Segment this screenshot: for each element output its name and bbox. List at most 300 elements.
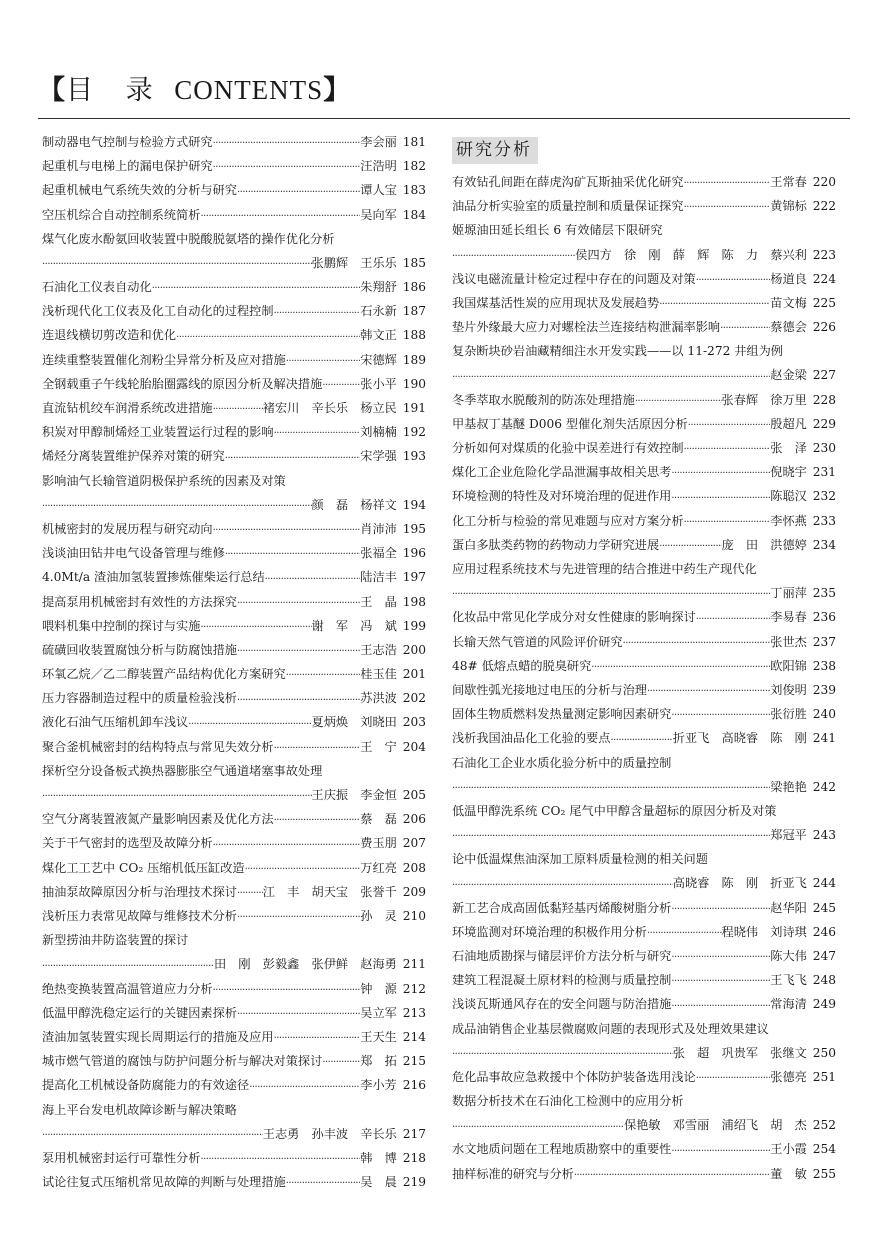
dot-leader (720, 319, 770, 339)
entry-page: 198 (402, 594, 426, 609)
dot-leader (245, 860, 361, 880)
entry-title: 我国煤基活性炭的应用现状及发展趋势 (452, 295, 660, 310)
entry-page: 188 (402, 328, 426, 343)
entry-byline (770, 364, 836, 388)
toc-entry[interactable] (452, 315, 836, 339)
dot-leader (265, 570, 361, 590)
toc-entry[interactable] (452, 388, 836, 412)
toc-entry[interactable] (42, 711, 426, 735)
toc-entry[interactable] (42, 1001, 426, 1025)
toc-entry[interactable] (42, 928, 426, 976)
entry-authors: 苗文梅 (770, 295, 807, 310)
entry-title: 压力容器制造过程中的质量检验浅析 (42, 691, 237, 706)
entry-title: 数据分析技术在石油化工检测中的应用分析 (452, 1094, 684, 1109)
dot-leader (452, 247, 575, 267)
entry-byline (360, 1073, 426, 1097)
toc-entry[interactable] (42, 203, 426, 227)
dot-leader (213, 400, 263, 420)
entry-page: 181 (402, 134, 426, 149)
entry-authors: 王飞飞 (770, 973, 807, 988)
entry-leader-line (452, 1041, 836, 1065)
toc-entry[interactable] (42, 444, 426, 468)
entry-page: 250 (812, 1045, 836, 1060)
entry-page: 246 (812, 924, 836, 939)
dot-leader (671, 972, 770, 992)
right-column (452, 130, 836, 1186)
entry-byline (770, 775, 836, 799)
dot-leader (213, 521, 361, 541)
entry-title: 间歇性弧光接地过电压的分析与治理 (452, 682, 647, 697)
entry-byline (360, 590, 426, 614)
toc-entry[interactable] (42, 880, 426, 904)
entry-byline (360, 1025, 426, 1049)
toc-entry[interactable] (42, 662, 426, 686)
entry-authors: 谭人宝 (360, 183, 397, 198)
entry-byline (360, 444, 426, 468)
entry-title: 关于干气密封的选型及故障分析 (42, 836, 213, 851)
entry-title: 煤气化废水酚氨回收装置中脱酸脱氨塔的操作优化分析 (42, 231, 335, 246)
entry-title: 油品分析实验室的质量控制和质量保证探究 (452, 199, 684, 214)
entry-authors: 刘楠楠 (360, 425, 397, 440)
toc-entry[interactable] (42, 178, 426, 202)
dot-leader (452, 585, 770, 605)
dot-leader (237, 594, 360, 614)
dot-leader (591, 658, 770, 678)
entry-title: 提高泵用机械密封有效性的方法探究 (42, 594, 237, 609)
dot-leader (322, 376, 360, 396)
entry-byline (673, 1041, 836, 1065)
toc-entry[interactable] (452, 992, 836, 1016)
entry-byline (360, 517, 426, 541)
dot-leader (671, 997, 770, 1017)
dot-leader (213, 981, 361, 1001)
toc-entry[interactable] (452, 605, 836, 629)
entry-title: 应用过程系统技术与先进管理的结合推进中药生产现代化 (452, 562, 757, 576)
entry-title: 48# 低熔点蜡的脱臭研究 (452, 658, 592, 673)
entry-title: 浅议电磁流量计检定过程中存在的问题及对策 (452, 271, 696, 286)
entry-page: 254 (812, 1142, 836, 1157)
bracket-open: 【 (38, 75, 66, 106)
entry-title: 浅谈瓦斯通风存在的安全问题与防治措施 (452, 997, 672, 1012)
entry-byline (770, 823, 836, 847)
entry-byline (360, 1001, 426, 1025)
entry-page: 248 (812, 973, 836, 988)
toc-entry[interactable] (42, 977, 426, 1001)
entry-byline (770, 1138, 836, 1162)
toc-entry[interactable] (42, 372, 426, 396)
toc-entry[interactable] (42, 275, 426, 299)
entry-authors: 汪浩明 (360, 159, 397, 174)
toc-entry[interactable] (452, 678, 836, 702)
dot-leader (659, 295, 770, 315)
entry-authors: 张世杰 (770, 634, 807, 649)
dot-leader (684, 198, 771, 218)
entry-authors: 王庆振 李金恒 (311, 788, 397, 803)
entry-authors: 庞 田 洪德婷 (721, 537, 807, 552)
entry-page: 230 (812, 441, 836, 456)
entry-authors: 江 丰 胡天宝 张誉千 (262, 884, 397, 899)
entry-byline (673, 871, 836, 895)
entry-page: 244 (812, 876, 836, 891)
toc-entry[interactable] (42, 807, 426, 831)
entry-title: 液化石油气压缩机卸车浅议 (42, 715, 189, 730)
toc-entry[interactable] (452, 557, 836, 605)
entry-authors: 谢 军 冯 斌 (311, 618, 397, 633)
entry-byline (360, 299, 426, 323)
entry-authors: 欧阳锦 (770, 658, 807, 673)
entry-byline (360, 1146, 426, 1170)
toc-entry[interactable] (452, 896, 836, 920)
entry-title: 煤化工企业危险化学品泄漏事故相关思考 (452, 465, 672, 480)
entry-page: 242 (812, 779, 836, 794)
entry-byline (360, 348, 426, 372)
entry-authors: 董 敏 (770, 1166, 807, 1181)
entry-authors: 费玉朋 (360, 836, 397, 851)
toc-entry[interactable] (42, 348, 426, 372)
toc-entry[interactable] (452, 1138, 836, 1162)
toc-entry[interactable] (452, 968, 836, 992)
dot-leader (659, 537, 721, 557)
entry-page: 247 (812, 948, 836, 963)
entry-page: 232 (812, 489, 836, 504)
toc-entry[interactable] (452, 170, 836, 194)
entry-authors: 张福全 (360, 546, 397, 561)
dot-leader (452, 368, 770, 388)
entry-page: 214 (402, 1029, 426, 1044)
entry-authors: 张衍胜 (770, 707, 807, 722)
entry-title: 连续重整装置催化剂粉尘异常分析及应对措施 (42, 352, 286, 367)
entry-authors: 张 超 巩贵军 张继文 (672, 1045, 807, 1060)
entry-authors: 桂玉佳 (360, 667, 397, 682)
entry-authors: 吴立军 (360, 1005, 397, 1020)
entry-byline (360, 831, 426, 855)
entry-authors: 陈聪汉 (770, 489, 807, 504)
entry-page: 229 (812, 416, 836, 431)
dot-leader (452, 1118, 624, 1138)
dot-leader (647, 682, 770, 702)
toc-entry[interactable] (42, 614, 426, 638)
entry-authors: 蔡德会 (770, 320, 807, 335)
entry-authors: 侯四方 徐 刚 薛 辉 陈 力 蔡兴利 (575, 247, 807, 262)
toc-entry[interactable] (452, 412, 836, 436)
entry-byline (575, 243, 836, 267)
entry-title: 全钢载重子午线轮胎胎圈露线的原因分析及解决措施 (42, 376, 323, 391)
toc-entry[interactable] (452, 194, 836, 218)
dot-leader (176, 328, 360, 348)
entry-title: 成品油销售企业基层微腐败问题的表现形式及处理效果建议 (452, 1021, 769, 1036)
entry-byline (360, 130, 426, 154)
entry-byline (770, 605, 836, 629)
entry-title: 城市燃气管道的腐蚀与防护问题分析与解决对策探讨 (42, 1054, 323, 1069)
entry-title: 浅析我国油品化工化验的要点 (452, 731, 611, 746)
entry-page: 183 (402, 183, 426, 198)
entry-title: 积炭对甲醇制烯烃工业装置运行过程的影响 (42, 425, 274, 440)
toc-entry[interactable] (452, 726, 836, 750)
entry-byline (673, 726, 836, 750)
toc-entry[interactable] (452, 533, 836, 557)
entry-page: 186 (402, 280, 426, 295)
entry-byline (770, 968, 836, 992)
toc-entry[interactable] (42, 299, 426, 323)
entry-authors: 田 刚 彭毅鑫 张伊鲜 赵海勇 (214, 957, 397, 972)
entry-authors: 蔡 磊 (360, 812, 397, 827)
entry-authors: 高晓睿 陈 刚 折亚飞 (672, 876, 807, 891)
dot-leader (42, 255, 312, 275)
dot-leader (696, 1069, 771, 1089)
toc-entry[interactable] (42, 1146, 426, 1170)
entry-byline (360, 686, 426, 710)
dot-leader (684, 440, 771, 460)
entry-title: 起重机与电梯上的漏电保护研究 (42, 159, 213, 174)
toc-entry[interactable] (42, 590, 426, 614)
entry-authors: 杨道良 (770, 271, 807, 286)
entry-page: 228 (812, 392, 836, 407)
entry-page: 195 (402, 521, 426, 536)
entry-byline (312, 711, 426, 735)
entry-byline (770, 654, 836, 678)
entry-authors: 赵华阳 (770, 900, 807, 915)
toc-entry[interactable] (452, 267, 836, 291)
toc-entry[interactable] (42, 638, 426, 662)
entry-byline (360, 154, 426, 178)
dot-leader (623, 634, 771, 654)
dot-leader (200, 1150, 360, 1170)
entry-title: 新工艺合成高固低黏羟基丙烯酸树脂分析 (452, 900, 672, 915)
dot-leader (42, 787, 312, 807)
toc-entry[interactable] (452, 1017, 836, 1065)
entry-authors: 孙 灵 (360, 908, 397, 923)
dot-leader (671, 706, 770, 726)
entry-authors: 郑冠平 (770, 828, 807, 843)
entry-byline (770, 678, 836, 702)
entry-title: 冬季萃取水脱酸剂的防冻处理措施 (452, 392, 635, 407)
dot-leader (274, 739, 361, 759)
entry-authors: 韩 博 (360, 1150, 397, 1165)
dot-leader (286, 666, 361, 686)
entry-byline (770, 267, 836, 291)
entry-page: 182 (402, 159, 426, 174)
entry-title: 分析如何对煤质的化验中误差进行有效控制 (452, 441, 684, 456)
entry-byline (770, 412, 836, 436)
entry-page: 187 (402, 304, 426, 319)
entry-authors: 张德亮 (770, 1069, 807, 1084)
toc-entry[interactable] (452, 1065, 836, 1089)
entry-authors: 万红亮 (360, 860, 397, 875)
dot-leader (188, 715, 311, 735)
toc-entry[interactable] (452, 847, 836, 895)
entry-authors: 吴向军 (360, 207, 397, 222)
toc-entry[interactable] (452, 291, 836, 315)
dot-leader (286, 1174, 361, 1194)
entry-byline (770, 315, 836, 339)
entry-byline (360, 372, 426, 396)
entry-authors: 张鹏辉 王乐乐 (311, 255, 397, 270)
toc-entry[interactable] (42, 856, 426, 880)
entry-authors: 丁丽萍 (770, 586, 807, 601)
entry-page: 212 (402, 981, 426, 996)
entry-page: 238 (812, 658, 836, 673)
entry-authors: 折亚飞 高晓睿 陈 刚 (672, 731, 807, 746)
entry-byline (770, 581, 836, 605)
toc-entry[interactable] (452, 944, 836, 968)
toc-entry[interactable] (42, 1098, 426, 1146)
dot-leader (696, 610, 771, 630)
dot-leader (213, 836, 361, 856)
entry-page: 193 (402, 449, 426, 464)
toc-entry[interactable] (42, 227, 426, 275)
entry-page: 237 (812, 634, 836, 649)
entry-authors: 王小霞 (770, 1142, 807, 1157)
entry-page: 189 (402, 352, 426, 367)
entry-page: 216 (402, 1078, 426, 1093)
entry-title: 水文地质问题在工程地质勘察中的重要性 (452, 1142, 672, 1157)
entry-byline (770, 1065, 836, 1089)
entry-authors: 黄锦标 (770, 199, 807, 214)
entry-byline (770, 170, 836, 194)
entry-title: 化工分析与检验的常见难题与应对方案分析 (452, 513, 684, 528)
toc-entry[interactable] (452, 799, 836, 847)
toc-entry[interactable] (452, 484, 836, 508)
toc-entry[interactable] (42, 324, 426, 348)
toc-entry[interactable] (42, 904, 426, 928)
toc-entry[interactable] (452, 654, 836, 678)
toc-entry[interactable] (452, 218, 836, 266)
entry-title: 泵用机械密封运行可靠性分析 (42, 1150, 201, 1165)
entry-byline (360, 807, 426, 831)
toc-entry[interactable] (42, 686, 426, 710)
entry-title: 影响油气长输管道阴极保护系统的因素及对策 (42, 473, 286, 488)
toc-entry[interactable] (452, 702, 836, 726)
dot-leader (671, 1142, 770, 1162)
toc-entry[interactable] (42, 759, 426, 807)
toc-entry[interactable] (452, 630, 836, 654)
entry-page: 218 (402, 1150, 426, 1165)
entry-page: 235 (812, 586, 836, 601)
entry-title: 石油地质勘探与储层评价方法分析与研究 (452, 948, 672, 963)
entry-authors: 宋德辉 (360, 352, 397, 367)
entry-byline (312, 251, 426, 275)
toc-entry[interactable] (42, 1025, 426, 1049)
dot-leader (635, 392, 722, 412)
entry-authors: 张 泽 (770, 441, 807, 456)
toc-entry[interactable] (452, 460, 836, 484)
entry-leader-line (42, 1122, 426, 1146)
entry-page: 231 (812, 465, 836, 480)
entry-page: 233 (812, 513, 836, 528)
toc-entry[interactable] (42, 154, 426, 178)
entry-page: 194 (402, 497, 426, 512)
dot-leader (237, 183, 360, 203)
entry-leader-line (452, 243, 836, 267)
toc-entry[interactable] (452, 436, 836, 460)
entry-page: 227 (812, 368, 836, 383)
entry-leader-line (452, 364, 836, 388)
entry-byline (770, 702, 836, 726)
entry-title: 起重机械电气系统失效的分析与研究 (42, 183, 237, 198)
entry-page: 220 (812, 174, 836, 189)
entry-authors: 苏洪波 (360, 691, 397, 706)
toc-entry[interactable] (42, 517, 426, 541)
dot-leader (274, 424, 361, 444)
toc-entry[interactable] (452, 509, 836, 533)
entry-page: 252 (812, 1118, 836, 1133)
entry-leader-line (42, 251, 426, 275)
entry-byline (770, 460, 836, 484)
toc-entry[interactable] (452, 339, 836, 387)
entry-leader-line (42, 493, 426, 517)
entry-page: 219 (402, 1175, 426, 1190)
entry-page: 234 (812, 537, 836, 552)
entry-title: 固体生物质燃料发热量测定影响因素研究 (452, 707, 672, 722)
entry-byline (360, 904, 426, 928)
dot-leader (671, 489, 770, 509)
toc-entry[interactable] (42, 469, 426, 517)
toc-entry[interactable] (42, 420, 426, 444)
entry-title: 硫磺回收装置腐蚀分析与防腐蚀措施 (42, 642, 237, 657)
entry-title: 长输天然气管道的风险评价研究 (452, 634, 623, 649)
entry-title: 提高化工机械设备防腐能力的有效途径 (42, 1078, 250, 1093)
contents-header (38, 72, 848, 108)
entry-title: 4.0Mt/a 渣油加氢装置掺炼催柴运行总结 (42, 570, 265, 585)
toc-entry[interactable] (42, 396, 426, 420)
toc-entry[interactable] (452, 751, 836, 799)
entry-title: 烯烃分离装置维护保养对策的研究 (42, 449, 225, 464)
header-title-cn: 目 录 (66, 75, 165, 106)
entry-authors: 王 宁 (360, 739, 397, 754)
entry-page: 224 (812, 271, 836, 286)
dot-leader (152, 279, 361, 299)
entry-leader-line (452, 871, 836, 895)
toc-entry[interactable] (42, 565, 426, 589)
toc-entry[interactable] (42, 541, 426, 565)
entry-byline (312, 493, 426, 517)
dot-leader (684, 174, 771, 194)
toc-entry[interactable] (42, 735, 426, 759)
dot-leader (213, 134, 361, 154)
entry-authors: 程晓伟 刘诗琪 (721, 924, 807, 939)
entry-authors: 石永新 (360, 304, 397, 319)
entry-page: 202 (402, 691, 426, 706)
entry-page: 191 (402, 401, 426, 416)
toc-entry[interactable] (42, 831, 426, 855)
dot-leader (671, 900, 770, 920)
toc-entry[interactable] (452, 1089, 836, 1137)
entry-page: 201 (402, 667, 426, 682)
entry-title: 浅析压力表常见故障与维修技术分析 (42, 908, 237, 923)
toc-entry[interactable] (42, 130, 426, 154)
entry-byline (770, 436, 836, 460)
toc-entry[interactable] (452, 920, 836, 944)
entry-authors: 张春辉 徐万里 (721, 392, 807, 407)
dot-leader (274, 304, 361, 324)
entry-authors: 陆洁丰 (360, 570, 397, 585)
entry-title: 探析空分设备板式换热器膨胀空气通道堵塞事故处理 (42, 763, 323, 778)
entry-byline (263, 396, 426, 420)
entry-byline (312, 783, 426, 807)
entry-byline (360, 178, 426, 202)
toc-entry[interactable] (42, 1073, 426, 1097)
entry-page: 239 (812, 682, 836, 697)
entry-title: 新型捞油井防盗装置的探讨 (42, 933, 189, 948)
toc-entry[interactable] (42, 1170, 426, 1194)
entry-authors: 宋学强 (360, 449, 397, 464)
toc-entry[interactable] (42, 1049, 426, 1073)
toc-entry[interactable] (452, 1162, 836, 1186)
entry-byline (624, 1113, 836, 1137)
entry-page: 243 (812, 828, 836, 843)
entry-page: 185 (402, 255, 426, 270)
entry-authors: 李小芳 (360, 1078, 397, 1093)
